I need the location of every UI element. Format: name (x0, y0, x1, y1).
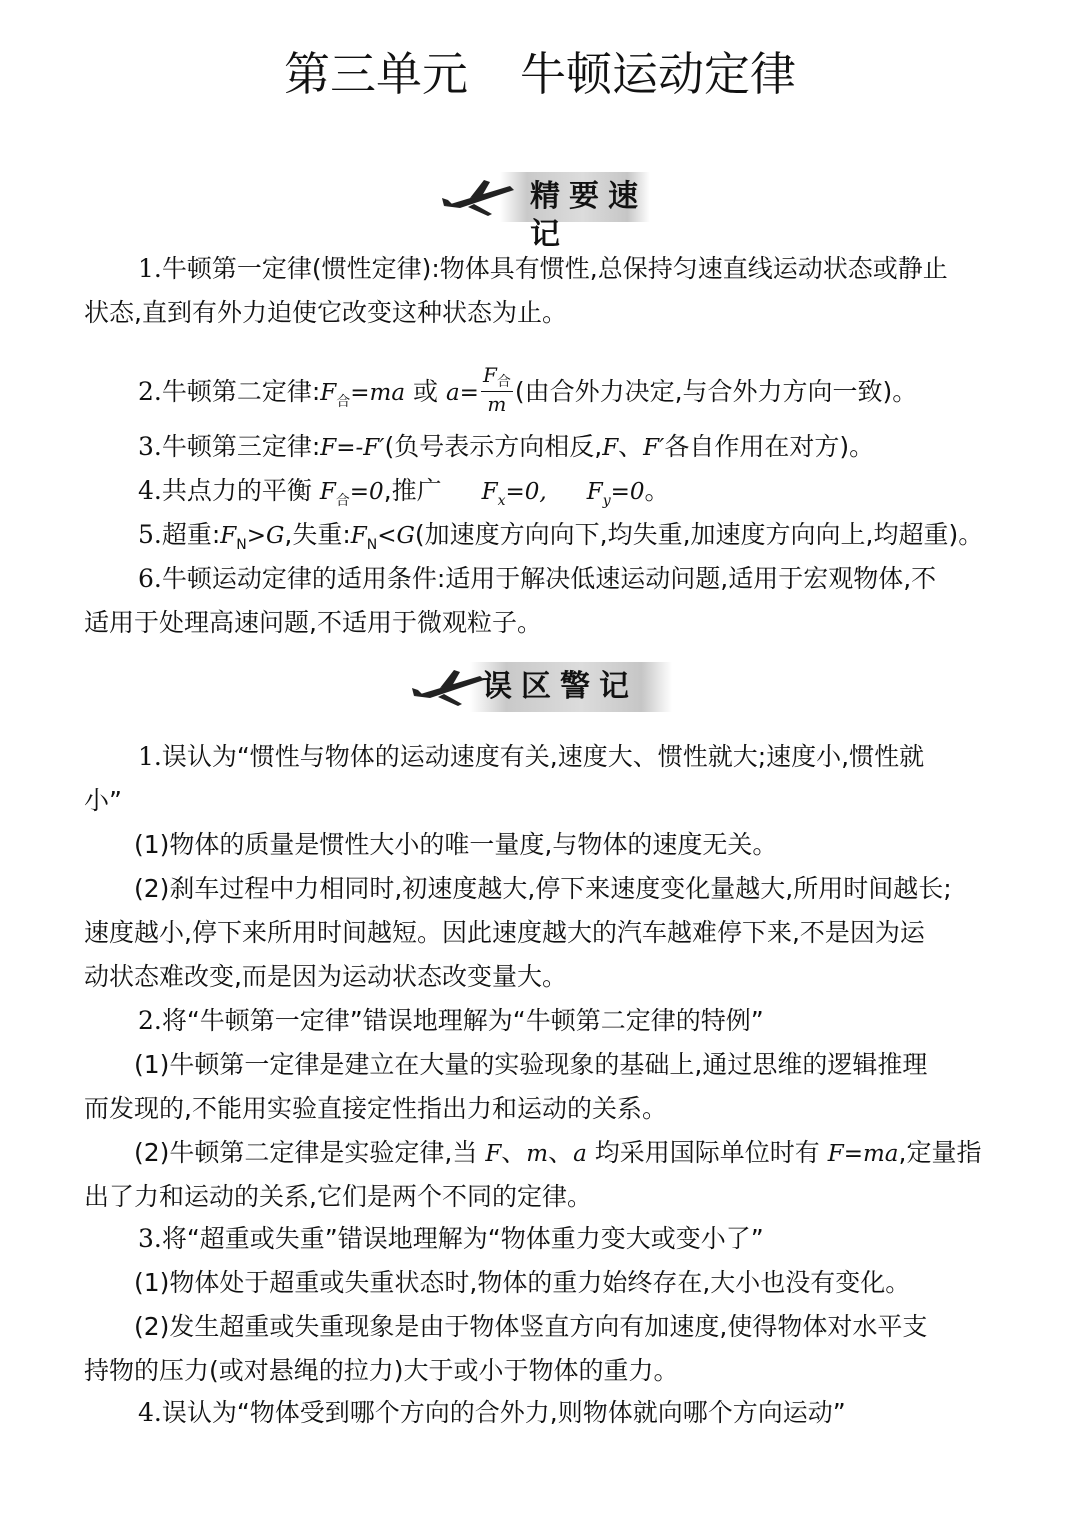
fraction-numerator: F (482, 363, 497, 387)
formula-f1: F (602, 435, 619, 461)
item-number: 3. (138, 1224, 162, 1253)
section-banner-summary (440, 172, 650, 252)
item-text: 小” (84, 786, 122, 815)
point-text: 而发现的,不能用实验直接定性指出力和运动的关系。 (84, 1094, 667, 1123)
pitfall-item-1-cont (84, 784, 1004, 818)
formula-eq: =ma (350, 380, 406, 406)
item-number: 4. (138, 1398, 162, 1427)
item-text: 误认为“物体受到哪个方向的合外力,则物体就向哪个方向运动” (161, 1398, 846, 1427)
formula-f: F (319, 479, 336, 505)
item-text: 误认为“惯性与物体的运动速度有关,速度大、惯性就大;速度小,惯性就 (161, 742, 925, 771)
formula-f: F (485, 1141, 502, 1167)
item-number: 1. (138, 254, 162, 283)
fraction-denominator: m (487, 392, 507, 416)
summary-item-2 (84, 363, 1004, 420)
item-label: 共点力的平衡 (161, 476, 320, 505)
pitfall-2-point-1 (84, 1048, 1004, 1082)
item-label: 牛顿第三定律: (161, 432, 321, 461)
item-text: 牛顿运动定律的适用条件:适用于解决低速运动问题,适用于宏观物体,不 (161, 564, 937, 593)
point-text: (2)牛顿第二定律是实验定律,当 (134, 1138, 486, 1167)
formula-fy: F (586, 479, 603, 505)
item-text: 牛顿第一定律(惯性定律):物体具有惯性,总保持匀速直线运动状态或静止 (161, 254, 948, 283)
item-label: 牛顿第二定律: (161, 377, 321, 406)
point-text: (1)物体的质量是惯性大小的唯一量度,与物体的速度无关。 (134, 830, 778, 859)
item-text: 将“超重或失重”错误地理解为“物体重力变大或变小了” (161, 1224, 764, 1253)
summary-item-1-cont (84, 296, 1004, 330)
page-title (0, 42, 1080, 106)
point-text: (2)发生超重或失重现象是由于物体竖直方向有加速度,使得物体对水平支 (134, 1312, 928, 1341)
pitfall-2-point-2-cont (84, 1180, 1004, 1214)
point-text: 动状态难改变,而是因为运动状态改变量大。 (84, 962, 567, 991)
item-label: 超重: (161, 520, 221, 549)
formula-fx-eq: =0, (505, 479, 547, 505)
formula-f2: F (350, 523, 367, 549)
formula-f1-sub: N (236, 537, 247, 553)
title-unit: 第三单元 (284, 47, 468, 101)
item-number: 3. (138, 432, 162, 461)
title-topic: 牛顿运动定律 (520, 47, 796, 101)
section-banner-pitfalls (410, 662, 672, 712)
summary-item-6-cont (84, 606, 1004, 640)
pitfall-1-point-2-cont (84, 916, 1004, 950)
airplane-icon (440, 176, 520, 218)
pitfall-1-point-2 (84, 872, 1004, 906)
pitfall-3-point-2-cont (84, 1354, 1004, 1388)
point-text: 持物的压力(或对悬绳的拉力)大于或小于物体的重力。 (84, 1356, 679, 1385)
formula-cmp2: <G (377, 523, 415, 549)
section-heading: 误区警记 (482, 669, 638, 704)
point-text: (2)刹车过程中力相同时,初速度越大,停下来速度变化量越大,所用时间越长; (134, 874, 952, 903)
point-text: 速度越小,停下来所用时间越短。因此速度越大的汽车越难停下来,不是因为运 (84, 918, 925, 947)
airplane-icon (410, 666, 490, 708)
formula-fma: F=ma (827, 1141, 899, 1167)
pitfall-1-point-1 (84, 828, 1004, 862)
formula-cmp1: >G (246, 523, 285, 549)
item-tail: (由合外力决定,与合外力方向一致)。 (514, 377, 918, 406)
point-text: 出了力和运动的关系,它们是两个不同的定律。 (84, 1182, 592, 1211)
summary-item-5 (84, 518, 1004, 556)
formula-sub: 合 (335, 493, 350, 509)
fraction-numerator-sub: 合 (496, 374, 511, 390)
formula-m: m (526, 1141, 549, 1167)
pitfall-3-point-2 (84, 1310, 1004, 1344)
point-text: ,定量指 (898, 1138, 982, 1167)
separator: 、 (501, 1138, 527, 1167)
item-text: ,推广 (383, 476, 442, 505)
formula-a: a (573, 1141, 587, 1167)
formula-f: F (320, 380, 337, 406)
formula-fx: F (481, 479, 498, 505)
section-heading: 精要速记 (530, 179, 647, 252)
pitfall-item-4 (84, 1396, 1004, 1430)
item-number: 2. (138, 1006, 162, 1035)
item-text: 将“牛顿第一定律”错误地理解为“牛顿第二定律的特例” (161, 1006, 764, 1035)
formula: F=-F′ (320, 435, 385, 461)
item-tail: (加速度方向向下,均失重,加速度方向向上,均超重)。 (414, 520, 984, 549)
item-end: 。 (644, 476, 670, 505)
point-text: 均采用国际单位时有 (586, 1138, 828, 1167)
pitfall-item-2 (84, 1004, 1004, 1038)
item-number: 5. (138, 520, 162, 549)
item-tail: 各自作用在对方)。 (664, 432, 875, 461)
summary-item-6 (84, 562, 1004, 596)
summary-item-3 (84, 430, 1004, 465)
formula-f2: F′ (643, 435, 665, 461)
pitfall-3-point-1 (84, 1266, 1004, 1300)
item-label2: ,失重: (284, 520, 351, 549)
item-text: 适用于处理高速问题,不适用于微观粒子。 (84, 608, 542, 637)
formula-fy-sub: y (602, 493, 611, 509)
item-number: 2. (138, 377, 162, 406)
fraction (481, 362, 513, 416)
point-text: (1)牛顿第一定律是建立在大量的实验现象的基础上,通过思维的逻辑推理 (134, 1050, 928, 1079)
item-number: 1. (138, 742, 162, 771)
item-text: (负号表示方向相反, (384, 432, 603, 461)
formula-fx-sub: x (497, 493, 506, 509)
item-text: 状态,直到有外力迫使它改变这种状态为止。 (84, 298, 567, 327)
item-number: 4. (138, 476, 162, 505)
pitfall-2-point-1-cont (84, 1092, 1004, 1126)
summary-item-4 (84, 474, 1004, 512)
formula-eq: =0 (349, 479, 384, 505)
separator: 、 (618, 432, 644, 461)
item-number: 6. (138, 564, 162, 593)
summary-item-1 (84, 252, 1004, 286)
pitfall-2-point-2 (84, 1136, 1004, 1171)
formula-f2-sub: N (366, 537, 378, 553)
or-text: 或 (405, 377, 446, 406)
pitfall-1-point-2-cont2 (84, 960, 1004, 994)
formula-a: a= (445, 380, 479, 406)
pitfall-item-1 (84, 740, 1004, 774)
formula-f1: F (220, 523, 237, 549)
formula-fy-eq: =0 (610, 479, 645, 505)
separator: 、 (548, 1138, 574, 1167)
formula-sub: 合 (336, 394, 351, 410)
pitfall-item-3 (84, 1222, 1004, 1256)
point-text: (1)物体处于超重或失重状态时,物体的重力始终存在,大小也没有变化。 (134, 1268, 911, 1297)
